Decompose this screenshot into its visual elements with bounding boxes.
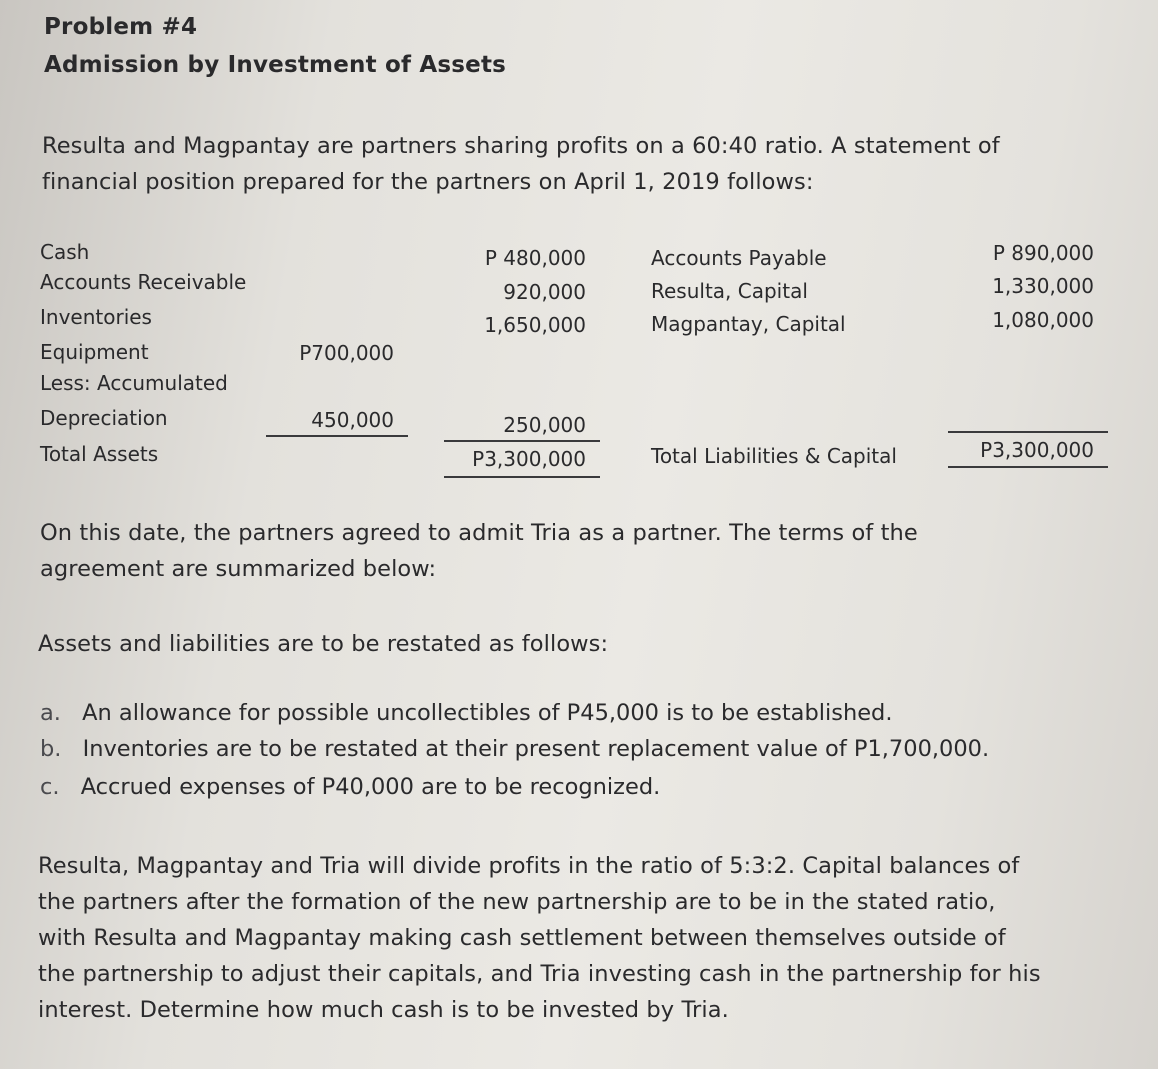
total-assets-amount: P3,300,000 — [472, 447, 586, 471]
restatement-item-b — [40, 736, 989, 762]
final-line-1: Resulta, Magpantay and Tria will divide profits in the ratio of 5:3:2. Capital balances of — [38, 853, 1020, 879]
restated-intro: Assets and liabilities are to be restated as follows: — [38, 631, 609, 657]
list-item-text: An allowance for possible uncollectibles of P45,000 is to be established. — [82, 700, 893, 726]
list-marker: b. — [40, 736, 62, 762]
asset-label-cash: Cash — [40, 240, 90, 264]
accumulated-depreciation: 450,000 — [311, 408, 394, 432]
total-assets-double-underline — [444, 476, 600, 478]
restatement-item-c — [40, 774, 660, 800]
list-marker: c. — [40, 774, 60, 800]
liability-label-payable: Accounts Payable — [651, 246, 827, 270]
admission-line-2: agreement are summarized below: — [40, 556, 437, 582]
cash-amount: P 480,000 — [484, 246, 586, 270]
liability-column-underline — [948, 431, 1108, 433]
receivable-amount: 920,000 — [503, 280, 586, 304]
admission-line-1: On this date, the partners agreed to admit Tria as a partner. The terms of the — [40, 520, 918, 546]
restatement-item-a — [40, 700, 893, 726]
total-liabilities-label: Total Liabilities & Capital — [651, 444, 897, 468]
final-line-4: the partnership to adjust their capitals, and Tria investing cash in the partnership for his — [38, 961, 1041, 987]
asset-label-equipment: Equipment — [40, 340, 149, 364]
total-assets-label: Total Assets — [40, 442, 159, 466]
problem-title: Admission by Investment of Assets — [44, 52, 507, 78]
list-item-text: Inventories are to be restated at their present replacement value of P1,700,000. — [82, 736, 990, 762]
liability-label-magpantay: Magpantay, Capital — [651, 312, 846, 336]
asset-label-inventories: Inventories — [40, 305, 152, 329]
sub-column-underline — [266, 435, 408, 437]
payable-amount: P 890,000 — [992, 241, 1094, 265]
asset-label-depreciation: Depreciation — [40, 406, 168, 430]
final-line-2: the partners after the formation of the new partnership are to be in the stated ratio, — [38, 889, 996, 915]
total-liabilities-double-underline — [948, 466, 1108, 468]
intro-line-1: Resulta and Magpantay are partners sharing profits on a 60:40 ratio. A statement of — [42, 133, 1000, 159]
equipment-cost: P700,000 — [299, 341, 394, 365]
liability-label-resulta: Resulta, Capital — [651, 279, 808, 303]
problem-number: Problem #4 — [44, 14, 198, 40]
asset-column-underline — [444, 440, 600, 442]
final-line-3: with Resulta and Magpantay making cash settlement between themselves outside of — [38, 925, 1006, 951]
final-line-5: interest. Determine how much cash is to be invested by Tria. — [38, 997, 729, 1023]
intro-line-2: financial position prepared for the partners on April 1, 2019 follows: — [42, 169, 814, 195]
list-marker: a. — [40, 700, 61, 726]
asset-label-less-accumulated: Less: Accumulated — [40, 371, 228, 395]
resulta-capital-amount: 1,330,000 — [992, 274, 1094, 298]
list-item-text: Accrued expenses of P40,000 are to be recognized. — [80, 774, 661, 800]
equipment-net-amount: 250,000 — [503, 413, 586, 437]
inventories-amount: 1,650,000 — [484, 313, 586, 337]
asset-label-receivable: Accounts Receivable — [40, 270, 247, 294]
magpantay-capital-amount: 1,080,000 — [992, 308, 1094, 332]
total-liabilities-amount: P3,300,000 — [980, 438, 1094, 462]
